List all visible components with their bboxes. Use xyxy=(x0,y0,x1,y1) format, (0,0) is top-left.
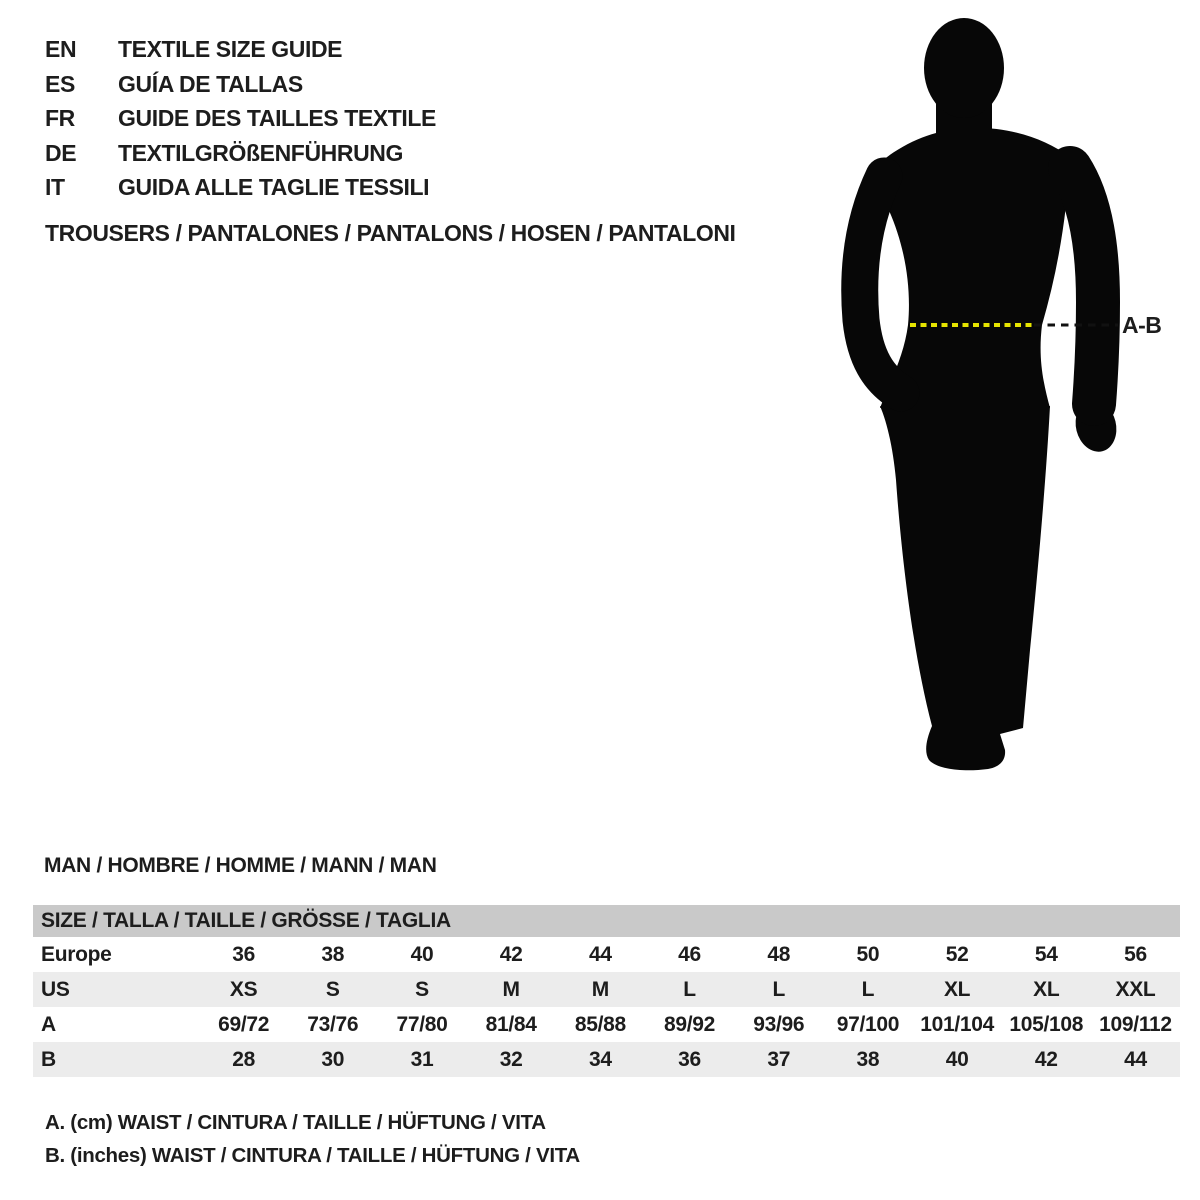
language-row xyxy=(45,36,436,71)
language-row xyxy=(45,140,436,175)
table-row xyxy=(33,1007,1180,1042)
table-cell: 89/92 xyxy=(664,1012,716,1036)
language-row xyxy=(45,174,436,209)
table-cell: XS xyxy=(229,977,258,1001)
table-cell: 40 xyxy=(945,1047,969,1071)
table-cell: 101/104 xyxy=(920,1012,994,1036)
table-cell: 42 xyxy=(1034,1047,1058,1071)
size-table-header-label: SIZE / TALLA / TAILLE / GRÖSSE / TAGLIA xyxy=(41,909,451,932)
table-cell: 85/88 xyxy=(574,1012,626,1036)
language-code: FR xyxy=(45,105,75,132)
footnote-b: B. (inches) WAIST / CINTURA / TAILLE / HÜFTUNG / VITA xyxy=(45,1144,580,1168)
row-label: A xyxy=(41,1012,56,1036)
table-cell: 52 xyxy=(945,942,969,966)
category-title: TROUSERS / PANTALONES / PANTALONS / HOSEN / PANTALONI xyxy=(45,220,736,246)
silhouette-legs xyxy=(880,406,1050,770)
table-cell: XL xyxy=(1033,977,1060,1001)
silhouette-right-arm xyxy=(1070,168,1098,404)
table-cell: L xyxy=(772,977,785,1001)
table-cell: 109/112 xyxy=(1099,1012,1172,1036)
table-cell: 44 xyxy=(1124,1047,1147,1071)
table-cell: 40 xyxy=(410,942,434,966)
table-cell: S xyxy=(325,977,340,1001)
table-cell: 31 xyxy=(410,1047,434,1071)
language-code: DE xyxy=(45,139,77,166)
table-cell: 48 xyxy=(767,942,791,966)
table-cell: S xyxy=(415,977,429,1001)
footnote-a: A. (cm) WAIST / CINTURA / TAILLE / HÜFTUNG / VITA xyxy=(45,1110,546,1134)
table-cell: 105/108 xyxy=(1009,1012,1084,1036)
table-cell: 54 xyxy=(1034,942,1058,966)
language-code: EN xyxy=(45,36,77,62)
table-cell: 97/100 xyxy=(836,1012,900,1036)
table-row xyxy=(33,972,1180,1007)
size-table xyxy=(33,905,1180,1077)
man-silhouette xyxy=(830,10,1200,790)
language-title: TEXTILE SIZE GUIDE xyxy=(118,36,343,62)
row-label: B xyxy=(41,1047,56,1071)
language-title: TEXTILGRÖßENFÜHRUNG xyxy=(118,139,403,166)
language-code: ES xyxy=(45,70,75,97)
table-cell: 73/76 xyxy=(307,1012,359,1036)
table-cell: 44 xyxy=(588,942,612,966)
language-row xyxy=(45,71,436,106)
table-cell: 34 xyxy=(588,1047,612,1071)
table-cell: 38 xyxy=(321,942,345,966)
silhouette-head xyxy=(924,18,1004,118)
table-cell: 50 xyxy=(856,942,880,966)
table-cell: L xyxy=(861,977,875,1001)
row-label: Europe xyxy=(41,942,112,966)
table-cell: 38 xyxy=(856,1047,880,1071)
table-cell: M xyxy=(591,977,609,1001)
language-title: GUÍA DE TALLAS xyxy=(118,70,303,97)
table-cell: M xyxy=(502,977,520,1001)
table-cell: 81/84 xyxy=(485,1012,537,1036)
table-cell: 32 xyxy=(499,1047,523,1071)
table-cell: 30 xyxy=(321,1047,345,1071)
table-cell: 56 xyxy=(1124,942,1147,966)
table-cell: 37 xyxy=(767,1047,791,1071)
language-title: GUIDA ALLE TAGLIE TESSILI xyxy=(118,174,430,201)
table-cell: 28 xyxy=(232,1047,255,1071)
section-title: MAN / HOMBRE / HOMME / MANN / MAN xyxy=(44,854,437,877)
footnotes xyxy=(45,1106,580,1173)
table-cell: 46 xyxy=(678,942,701,966)
waist-measure-label: A-B xyxy=(1122,312,1162,338)
language-title: GUIDE DES TAILLES TEXTILE xyxy=(118,105,436,132)
size-table-header xyxy=(33,905,1180,937)
table-row xyxy=(33,937,1180,972)
table-cell: 42 xyxy=(499,942,523,966)
table-cell: 36 xyxy=(232,942,255,966)
size-table-rows xyxy=(33,937,1180,1077)
language-code: IT xyxy=(45,174,65,201)
table-cell: 77/80 xyxy=(396,1012,448,1036)
row-label: US xyxy=(41,977,70,1001)
table-cell: 36 xyxy=(678,1047,701,1071)
table-cell: XL xyxy=(943,977,971,1001)
table-cell: 93/96 xyxy=(753,1012,805,1036)
table-row xyxy=(33,1042,1180,1077)
table-cell: 69/72 xyxy=(218,1012,270,1036)
table-cell: L xyxy=(683,977,696,1001)
language-row xyxy=(45,105,436,140)
language-list xyxy=(45,36,436,209)
table-cell: XXL xyxy=(1115,977,1156,1001)
